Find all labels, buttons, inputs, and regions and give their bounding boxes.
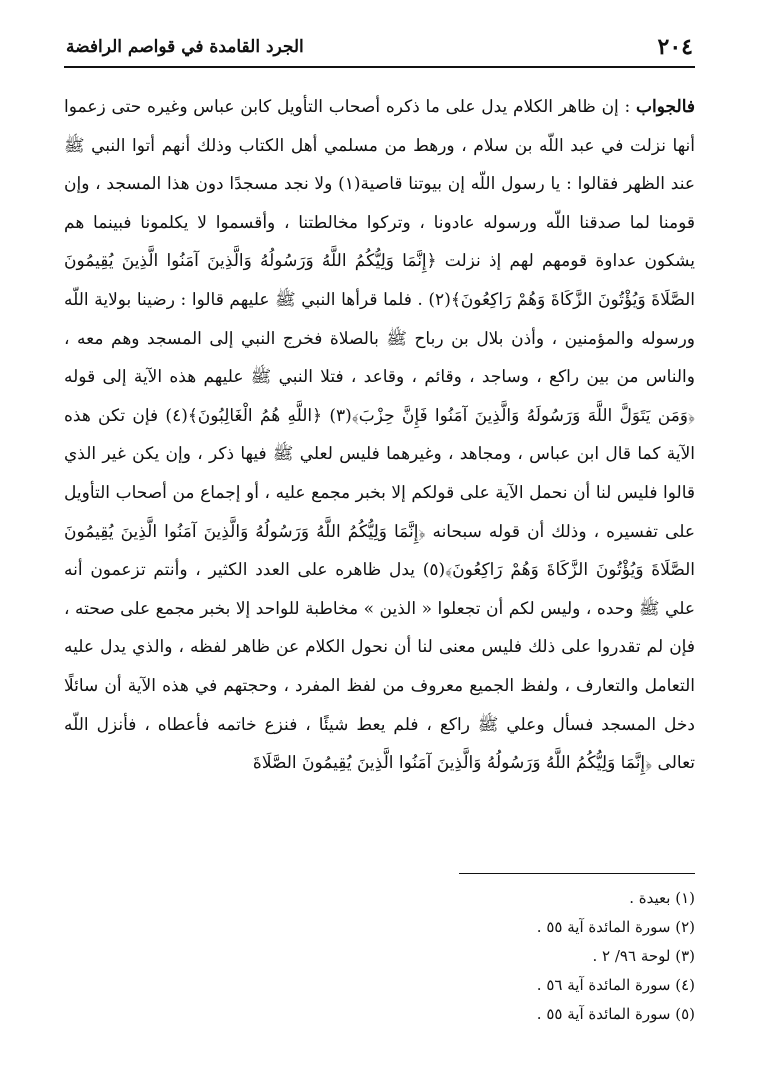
footnote-rule [459,873,695,874]
page-header [66,30,693,64]
footnote-3: (٣) لوحة ٩٦/ ٢ . [592,947,695,965]
running-title: الجرد القامدة في قواصم الرافضة [66,37,304,57]
footnote-5: (٥) سورة المائدة آية ٥٥ . [536,1005,695,1023]
header-rule [64,66,695,68]
page-number: ٢٠٤ [657,34,693,60]
footnote-4: (٤) سورة المائدة آية ٥٦ . [536,976,695,994]
footnotes [275,884,695,1029]
main-text [64,88,695,783]
footnote-1: (١) بعيدة . [629,889,695,907]
answer-lead: فالجواب [636,97,695,117]
footnote-2: (٢) سورة المائدة آية ٥٥ . [536,918,695,936]
paragraph [64,88,695,783]
paragraph-text: : إن ظاهر الكلام يدل على ما ذكره أصحاب التأويل كابن عباس وغيره حتى زعموا أنها نزلت في عبد اللّه بن سلام ، ورهط من مسلمي أهل الكتاب وذلك أنهم أتوا النبي ﷺ عند الظهر فقالوا : يا رسول اللّه إن بيوتنا قاصية(١) ولا نجد مسجدًا دون هذا المسجد ، وإن قومنا لما صدقنا اللّه ورسوله عادونا ، وتركوا مخالطتنا ، وأقسموا لا يكلمونا فبينما هم يشكون عداوة قومهم لهم إذ نزلت ﴿إِنَّمَا وَلِيُّكُمُ اللَّهُ وَرَسُولُهُ وَالَّذِينَ آمَنُوا الَّذِينَ يُقِيمُونَ الصَّلَاةَ وَيُؤْتُونَ الزَّكَاةَ وَهُمْ رَاكِعُونَ﴾(٢) . فلما قرأها النبي ﷺ عليهم قالوا : رضينا بولاية اللّه ورسوله والمؤمنين ، وأذن بلال بن رباح ﷺ بالصلاة فخرج النبي إلى المسجد وهم معه ، والناس من بين راكع ، وساجد ، وقائم ، وقاعد ، فتلا النبي ﷺ عليهم هذه الآية إلى قوله ﴿وَمَن يَتَوَلَّ اللَّهَ وَرَسُولَهُ وَالَّذِينَ آمَنُوا فَإِنَّ حِزْبَ﴾(٣) ﴿اللَّهِ هُمُ الْغَالِبُونَ﴾(٤) فإن تكن هذه الآية كما قال ابن عباس ، ومجاهد ، وغيرهما فليس لعلي ﷺ فيها ذكر ، وإن يكن غير الذي قالوا فليس لنا أن نحمل الآية على قولكم إلا بخبر مجمع عليه ، أو إجماع من أصحاب التأويل على تفسيره ، وذلك أن قوله سبحانه ﴿إِنَّمَا وَلِيُّكُمُ اللَّهُ وَرَسُولُهُ وَالَّذِينَ آمَنُوا الَّذِينَ يُقِيمُونَ الصَّلَاةَ وَيُؤْتُونَ الزَّكَاةَ وَهُمْ رَاكِعُونَ﴾(٥) يدل ظاهره على العدد الكثير ، وأنتم تزعمون أنه علي ﷺ وحده ، وليس لكم أن تجعلوا « الذين » مخاطبة للواحد إلا بخبر مجمع على صحته ، فإن لم تقدروا على ذلك فليس معنى لنا أن نحول الكلام عن ظاهر لفظه ، والذي يدل عليه التعامل والتعارف ، ولفظ الجميع معروف من لفظ المفرد ، وحجتهم في هذه الآية أن سائلًا دخل المسجد فسأل وعلي ﷺ راكع ، فلم يعط شيئًا ، فنزع خاتمه فأعطاه ، فأنزل اللّه تعالى ﴿إِنَّمَا وَلِيُّكُمُ اللَّهُ وَرَسُولُهُ وَالَّذِينَ آمَنُوا الَّذِينَ يُقِيمُونَ الصَّلَاةَ [64,97,696,774]
